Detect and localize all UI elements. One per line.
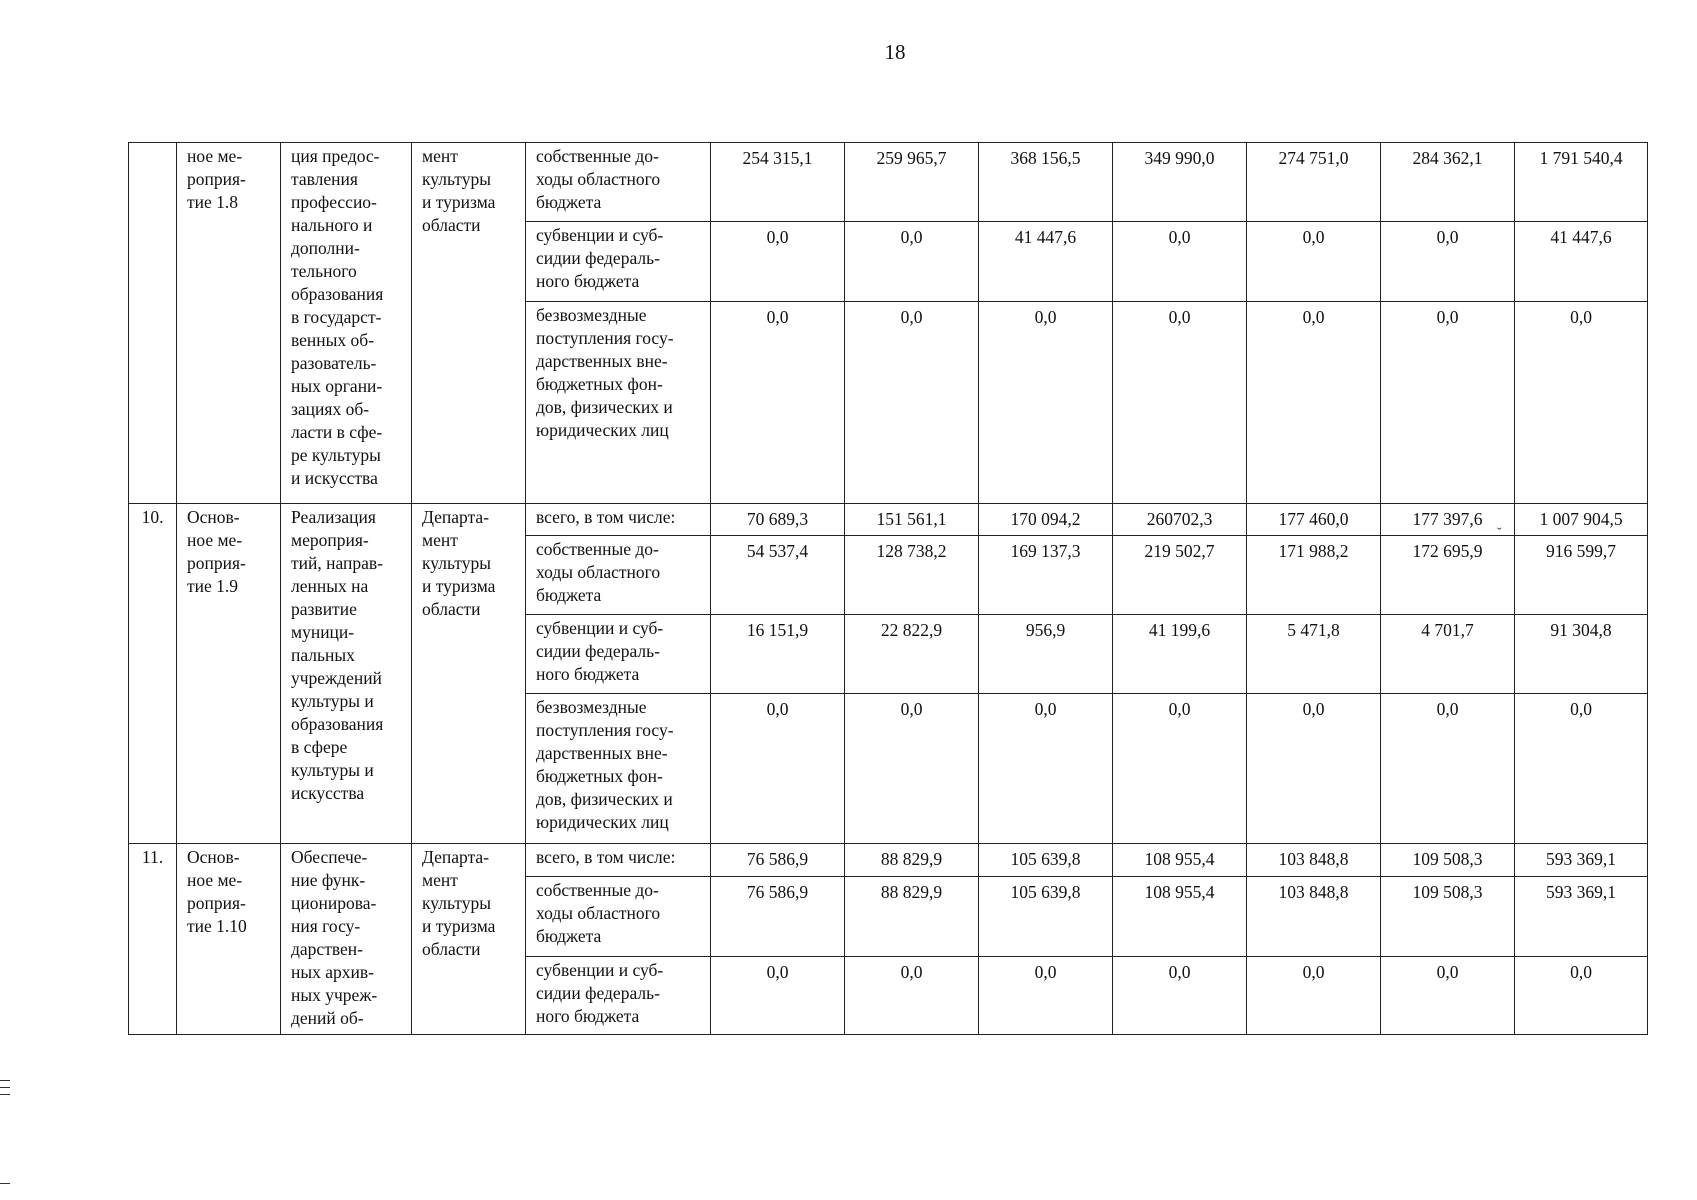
funding-source: всего, в том числе: — [526, 504, 711, 536]
amount-cell: 0,0 — [1247, 222, 1381, 302]
amount-cell: 0,0 — [1381, 222, 1515, 302]
amount-cell: 0,0 — [1381, 694, 1515, 844]
amount-cell: 0,0 — [711, 302, 845, 504]
amount-cell: 108 955,4 — [1113, 876, 1247, 956]
scan-tick-mark: ˘ — [1497, 526, 1502, 541]
amount-cell: 0,0 — [845, 956, 979, 1034]
amount-cell: 109 508,3 — [1381, 844, 1515, 877]
amount-cell: 105 639,8 — [979, 844, 1113, 877]
scan-edge-mark — [0, 1094, 10, 1095]
amount-cell: 105 639,8 — [979, 876, 1113, 956]
amount-cell: 0,0 — [845, 222, 979, 302]
amount-cell: 0,0 — [845, 694, 979, 844]
total-cell: 91 304,8 — [1515, 615, 1648, 694]
total-cell: 0,0 — [1515, 302, 1648, 504]
total-cell: 1 791 540,4 — [1515, 143, 1648, 222]
amount-cell: 260702,3 — [1113, 504, 1247, 536]
amount-cell: 0,0 — [1247, 694, 1381, 844]
amount-cell: 0,0 — [845, 302, 979, 504]
amount-cell: 0,0 — [1113, 302, 1247, 504]
amount-cell: 70 689,3 — [711, 504, 845, 536]
funding-source: собственные до- ходы областного бюджета — [526, 536, 711, 615]
amount-cell: 368 156,5 — [979, 143, 1113, 222]
amount-cell: 284 362,1 — [1381, 143, 1515, 222]
funding-source: субвенции и суб- сидии федераль- ного бюджета — [526, 222, 711, 302]
amount-cell: 177 397,6 — [1381, 504, 1515, 536]
measure-name: Основ- ное ме- роприя- тие 1.10 — [177, 844, 281, 1035]
amount-cell: 128 738,2 — [845, 536, 979, 615]
amount-cell: 274 751,0 — [1247, 143, 1381, 222]
scan-edge-mark — [0, 1087, 10, 1088]
amount-cell: 177 460,0 — [1247, 504, 1381, 536]
executor: мент культуры и туризма области — [412, 143, 526, 504]
amount-cell: 349 990,0 — [1113, 143, 1247, 222]
row-number: 10. — [129, 504, 177, 844]
amount-cell: 0,0 — [1247, 956, 1381, 1034]
total-cell: 1 007 904,5 — [1515, 504, 1648, 536]
table-row — [129, 143, 1648, 222]
amount-cell: 4 701,7 — [1381, 615, 1515, 694]
amount-cell: 0,0 — [1381, 302, 1515, 504]
amount-cell: 108 955,4 — [1113, 844, 1247, 877]
amount-cell: 171 988,2 — [1247, 536, 1381, 615]
amount-cell: 0,0 — [711, 222, 845, 302]
amount-cell: 54 537,4 — [711, 536, 845, 615]
amount-cell: 151 561,1 — [845, 504, 979, 536]
amount-cell: 0,0 — [1113, 956, 1247, 1034]
amount-cell: 76 586,9 — [711, 876, 845, 956]
measure-description: Обеспече- ние функ- ционирова- ния госу- дарствен- ных архив- ных учреж- дений об- — [281, 844, 412, 1035]
amount-cell: 0,0 — [711, 956, 845, 1034]
executor: Департа- мент культуры и туризма области — [412, 844, 526, 1035]
amount-cell: 0,0 — [979, 694, 1113, 844]
total-cell: 0,0 — [1515, 956, 1648, 1034]
amount-cell: 0,0 — [1113, 222, 1247, 302]
page-number: 18 — [884, 40, 906, 64]
measure-name: ное ме- роприя- тие 1.8 — [177, 143, 281, 504]
scan-edge-mark — [0, 1080, 10, 1081]
total-cell: 593 369,1 — [1515, 844, 1648, 877]
amount-cell: 172 695,9 — [1381, 536, 1515, 615]
total-cell: 593 369,1 — [1515, 876, 1648, 956]
measure-description: ция предос- тавления профессио- нального и дополни- тельного образования в государст- венных об- разователь- ных органи- зациях об- ласти в сфе- ре культуры и искусства — [281, 143, 412, 504]
row-number: 11. — [129, 844, 177, 1035]
amount-cell: 88 829,9 — [845, 876, 979, 956]
funding-source: субвенции и суб- сидии федераль- ного бюджета — [526, 615, 711, 694]
amount-cell: 41 199,6 — [1113, 615, 1247, 694]
funding-source: безвозмездные поступления госу- дарственных вне- бюджетных фон- дов, физических и юридических лиц — [526, 302, 711, 504]
amount-cell: 0,0 — [979, 302, 1113, 504]
amount-cell: 254 315,1 — [711, 143, 845, 222]
funding-table — [128, 142, 1648, 1035]
scan-edge-mark — [0, 1183, 10, 1184]
amount-cell: 103 848,8 — [1247, 844, 1381, 877]
measure-name: Основ- ное ме- роприя- тие 1.9 — [177, 504, 281, 844]
amount-cell: 0,0 — [1247, 302, 1381, 504]
executor: Департа- мент культуры и туризма области — [412, 504, 526, 844]
table-row — [129, 504, 1648, 536]
amount-cell: 88 829,9 — [845, 844, 979, 877]
measure-description: Реализация мероприя- тий, направ- ленных на развитие муници- пальных учреждений культуры и образования в сфере культуры и искусства — [281, 504, 412, 844]
amount-cell: 109 508,3 — [1381, 876, 1515, 956]
amount-cell: 170 094,2 — [979, 504, 1113, 536]
row-number — [129, 143, 177, 504]
amount-cell: 259 965,7 — [845, 143, 979, 222]
amount-cell: 0,0 — [1113, 694, 1247, 844]
funding-source: всего, в том числе: — [526, 844, 711, 877]
funding-source: субвенции и суб- сидии федераль- ного бюджета — [526, 956, 711, 1034]
amount-cell: 0,0 — [1381, 956, 1515, 1034]
amount-cell: 22 822,9 — [845, 615, 979, 694]
amount-cell: 169 137,3 — [979, 536, 1113, 615]
amount-cell: 41 447,6 — [979, 222, 1113, 302]
amount-cell: 16 151,9 — [711, 615, 845, 694]
table-row — [129, 844, 1648, 877]
amount-cell: 103 848,8 — [1247, 876, 1381, 956]
amount-cell: 5 471,8 — [1247, 615, 1381, 694]
funding-source: собственные до- ходы областного бюджета — [526, 876, 711, 956]
amount-cell: 956,9 — [979, 615, 1113, 694]
amount-cell: 219 502,7 — [1113, 536, 1247, 615]
amount-cell: 0,0 — [979, 956, 1113, 1034]
amount-cell: 0,0 — [711, 694, 845, 844]
total-cell: 916 599,7 — [1515, 536, 1648, 615]
total-cell: 0,0 — [1515, 694, 1648, 844]
funding-source: собственные до- ходы областного бюджета — [526, 143, 711, 222]
amount-cell: 76 586,9 — [711, 844, 845, 877]
funding-source: безвозмездные поступления госу- дарственных вне- бюджетных фон- дов, физических и юридических лиц — [526, 694, 711, 844]
total-cell: 41 447,6 — [1515, 222, 1648, 302]
